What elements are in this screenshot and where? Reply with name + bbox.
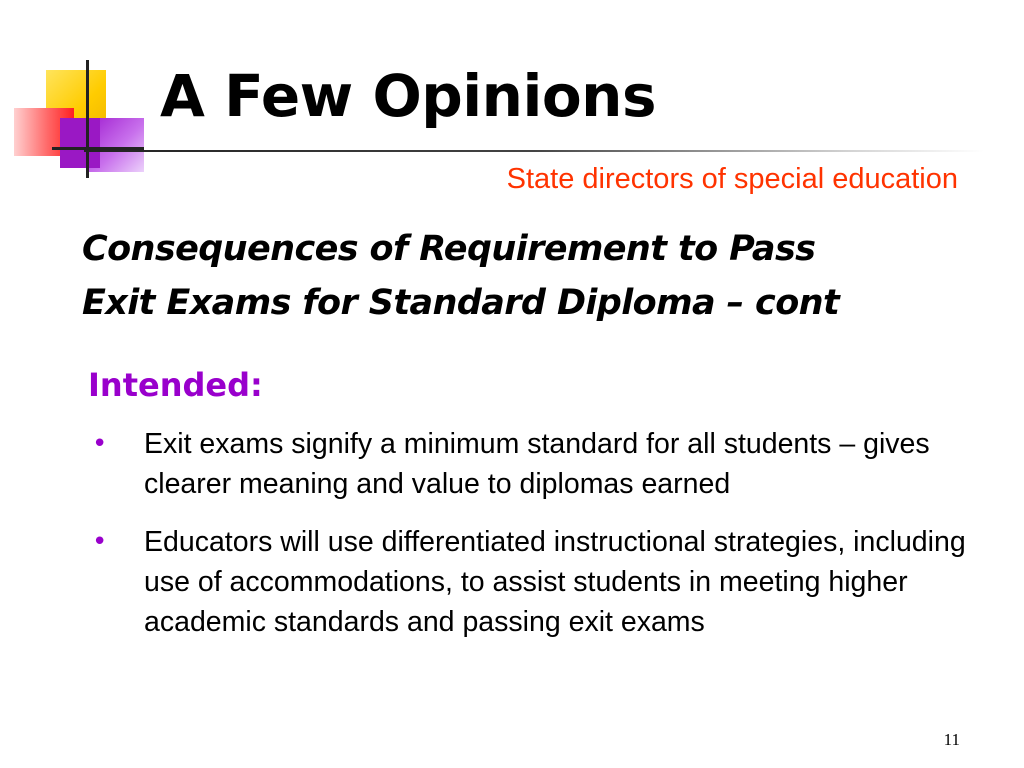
bullet-list: [92, 424, 1002, 660]
bullet-item: [92, 522, 1002, 642]
dark-purple-square-shape: [60, 118, 100, 168]
slide-subtitle: State directors of special education: [506, 163, 958, 195]
title-divider: [84, 150, 984, 152]
bullet-text: Educators will use differentiated instructional strategies, including use of accommodations, to assist students in meeting higher academic standards and passing exit exams: [144, 526, 966, 638]
bullet-icon: •: [92, 527, 108, 557]
bullet-text: Exit exams signify a minimum standard for all students – gives clearer meaning and value to diplomas earned: [144, 428, 930, 500]
section-heading: [82, 222, 1012, 330]
intended-label: Intended:: [88, 366, 263, 404]
logo-vertical-line: [86, 60, 89, 178]
bullet-icon: •: [92, 429, 108, 459]
decorative-squares-icon: [0, 0, 160, 190]
bullet-item: [92, 424, 1002, 504]
section-heading-line-1: Consequences of Requirement to Pass: [82, 229, 816, 269]
page-number: 11: [943, 730, 960, 749]
slide-title: A Few Opinions: [160, 62, 656, 130]
section-heading-line-2: Exit Exams for Standard Diploma – cont: [82, 283, 840, 323]
